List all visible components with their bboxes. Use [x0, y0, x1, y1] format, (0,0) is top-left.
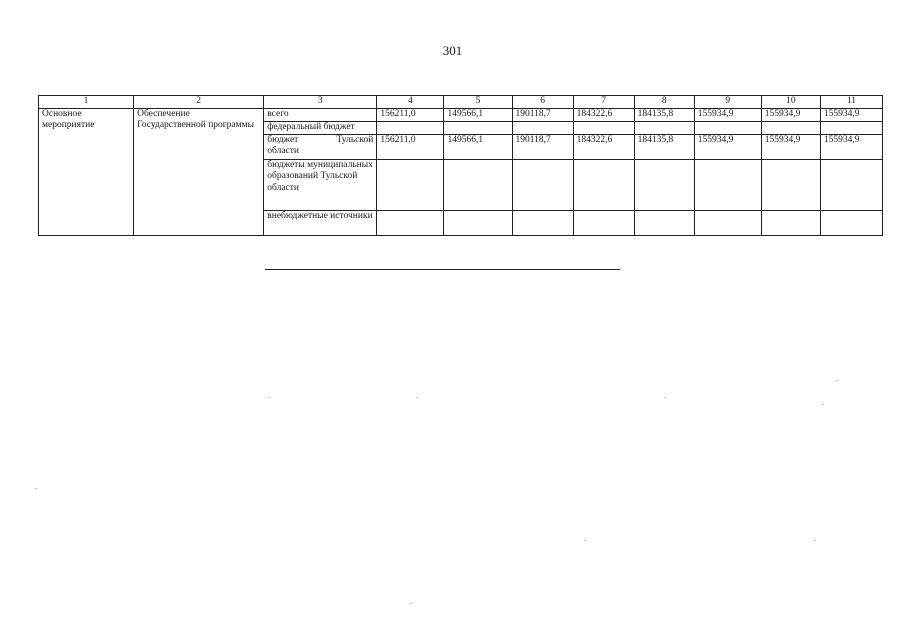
column-header: 2: [134, 96, 264, 109]
column-header: 3: [264, 96, 377, 109]
value-cell: 149566,1: [444, 108, 512, 121]
scan-speck: [814, 540, 816, 541]
value-cell: 184135,8: [634, 134, 694, 159]
value-cell: [761, 210, 820, 235]
value-cell: [573, 121, 634, 134]
value-cell: [820, 121, 882, 134]
value-cell: [573, 159, 634, 210]
source-word: бюджет: [267, 134, 299, 145]
table-row: [39, 108, 883, 121]
header-row: [39, 96, 883, 109]
source-word: области: [267, 146, 300, 156]
scan-speck: [584, 540, 586, 541]
group-label-cell: Основное мероприятие: [39, 108, 134, 235]
source-cell: бюджеты муниципальных образований Тульской области: [264, 159, 377, 210]
measure-label-cell: Обеспечение Государственной программы: [134, 108, 264, 235]
value-cell: [377, 159, 444, 210]
scan-speck: [836, 380, 838, 381]
value-cell: [634, 121, 694, 134]
value-cell: 155934,9: [694, 134, 761, 159]
value-cell: 149566,1: [444, 134, 512, 159]
value-cell: [694, 121, 761, 134]
scan-speck: [822, 404, 824, 405]
value-cell: [694, 210, 761, 235]
scan-speck: [416, 397, 418, 398]
column-header: 7: [573, 96, 634, 109]
source-word: Тульской: [336, 134, 374, 145]
value-cell: 184135,8: [634, 108, 694, 121]
value-cell: 155934,9: [820, 108, 882, 121]
scan-speck: [35, 488, 37, 489]
value-cell: [512, 210, 573, 235]
value-cell: [512, 159, 573, 210]
value-cell: [377, 210, 444, 235]
value-cell: [761, 121, 820, 134]
scan-speck: [410, 603, 412, 604]
source-cell: всего: [264, 108, 377, 121]
value-cell: 155934,9: [761, 108, 820, 121]
value-cell: 155934,9: [820, 134, 882, 159]
value-cell: [820, 210, 882, 235]
value-cell: [444, 159, 512, 210]
value-cell: [820, 159, 882, 210]
value-cell: 155934,9: [761, 134, 820, 159]
column-header: 1: [39, 96, 134, 109]
source-cell: [264, 134, 377, 159]
source-cell: внебюджетные источники: [264, 210, 377, 235]
page-number: 301: [442, 43, 463, 58]
value-cell: 190118,7: [512, 134, 573, 159]
value-cell: [573, 210, 634, 235]
value-cell: [761, 159, 820, 210]
column-header: 6: [512, 96, 573, 109]
value-cell: 184322,6: [573, 134, 634, 159]
value-cell: [444, 210, 512, 235]
closing-rule: [265, 269, 620, 270]
value-cell: 156211,0: [377, 134, 444, 159]
value-cell: [512, 121, 573, 134]
column-header: 8: [634, 96, 694, 109]
value-cell: [694, 159, 761, 210]
value-cell: 155934,9: [694, 108, 761, 121]
column-header: 9: [694, 96, 761, 109]
value-cell: [377, 121, 444, 134]
value-cell: [634, 210, 694, 235]
value-cell: [634, 159, 694, 210]
scan-speck: [664, 397, 666, 398]
source-cell: федеральный бюджет: [264, 121, 377, 134]
value-cell: 190118,7: [512, 108, 573, 121]
value-cell: 156211,0: [377, 108, 444, 121]
column-header: 4: [377, 96, 444, 109]
column-header: 10: [761, 96, 820, 109]
value-cell: [444, 121, 512, 134]
value-cell: 184322,6: [573, 108, 634, 121]
scan-speck: [268, 397, 270, 398]
budget-table: [38, 95, 883, 236]
column-header: 5: [444, 96, 512, 109]
column-header: 11: [820, 96, 882, 109]
